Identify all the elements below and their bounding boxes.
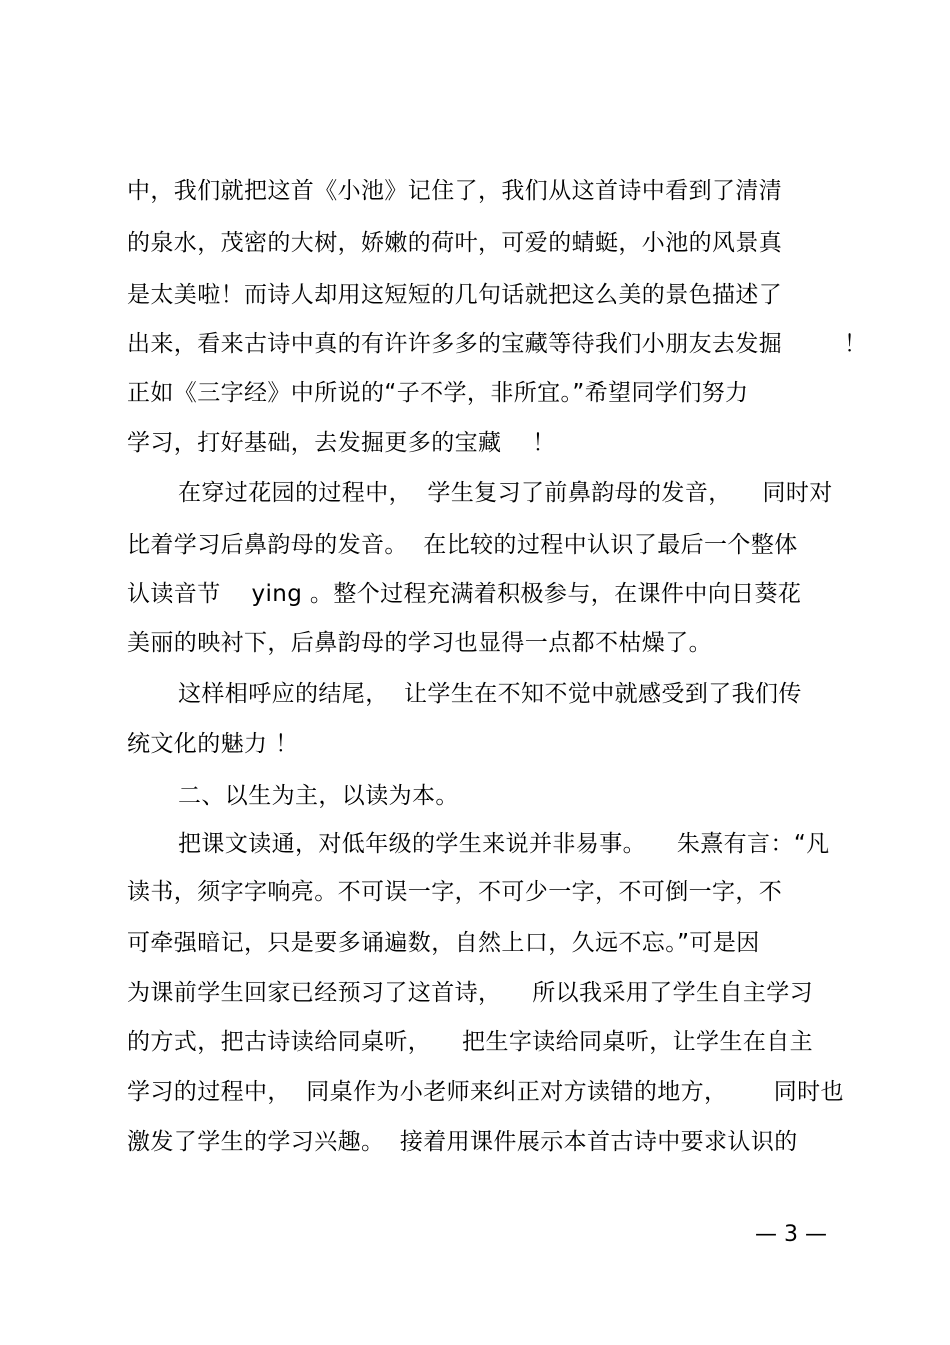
text-line: 读书，须字字响亮。不可误一字，不可少一字，不可倒一字，不 [127, 879, 783, 905]
text-line: 的方式，把古诗读给同桌听， 把生字读给同桌听，让学生在自主 [127, 1029, 814, 1055]
text-line: 是太美啦！而诗人却用这短短的几句话就把这么美的景色描述了 [127, 282, 783, 308]
page-number: — 3 — [755, 1222, 827, 1247]
text-line: 出来，看来古诗中真的有许许多多的宝藏等待我们小朋友去发掘 ！ [127, 331, 868, 357]
paragraph-first-line: 把课文读通，对低年级的学生来说并非易事。 朱熹有言：“凡 [178, 831, 830, 857]
text-line: 学习的过程中， 同桌作为小老师来纠正对方读错的地方， 同时也 [127, 1079, 844, 1105]
text-line: 中，我们就把这首《小池》记住了，我们从这首诗中看到了清清 [127, 178, 783, 204]
paragraph-first-line: 这样相呼应的结尾， 让学生在不知不觉中就感受到了我们传 [178, 681, 802, 707]
paragraph-first-line: 在穿过花园的过程中， 学生复习了前鼻韵母的发音， 同时对 [178, 480, 833, 506]
text-line: 认读音节 ying 。整个过程充满着积极参与，在课件中向日葵花 [127, 581, 802, 607]
section-heading: 二、以生为主，以读为本。 [178, 783, 459, 809]
text-line: 学习，打好基础，去发掘更多的宝藏 ！ [127, 430, 556, 456]
text-line: 激发了学生的学习兴趣。 接着用课件展示本首古诗中要求认识的 [127, 1129, 798, 1155]
text-line: 正如《三字经》中所说的“子不学，非所宜。”希望同学们努力 [127, 380, 749, 406]
text-line: 为课前学生回家已经预习了这首诗， 所以我采用了学生自主学习 [127, 980, 814, 1006]
text-line: 统文化的魅力 ！ [127, 731, 299, 757]
text-line: 可牵强暗记，只是要多诵遍数，自然上口，久远不忘。”可是因 [127, 930, 760, 956]
text-line: 比着学习后鼻韵母的发音。 在比较的过程中认识了最后一个整体 [127, 532, 798, 558]
text-line: 美丽的映衬下，后鼻韵母的学习也显得一点都不枯燥了。 [127, 630, 712, 656]
text-line: 的泉水，茂密的大树，娇嫩的荷叶，可爱的蜻蜓，小池的风景真 [127, 230, 783, 256]
